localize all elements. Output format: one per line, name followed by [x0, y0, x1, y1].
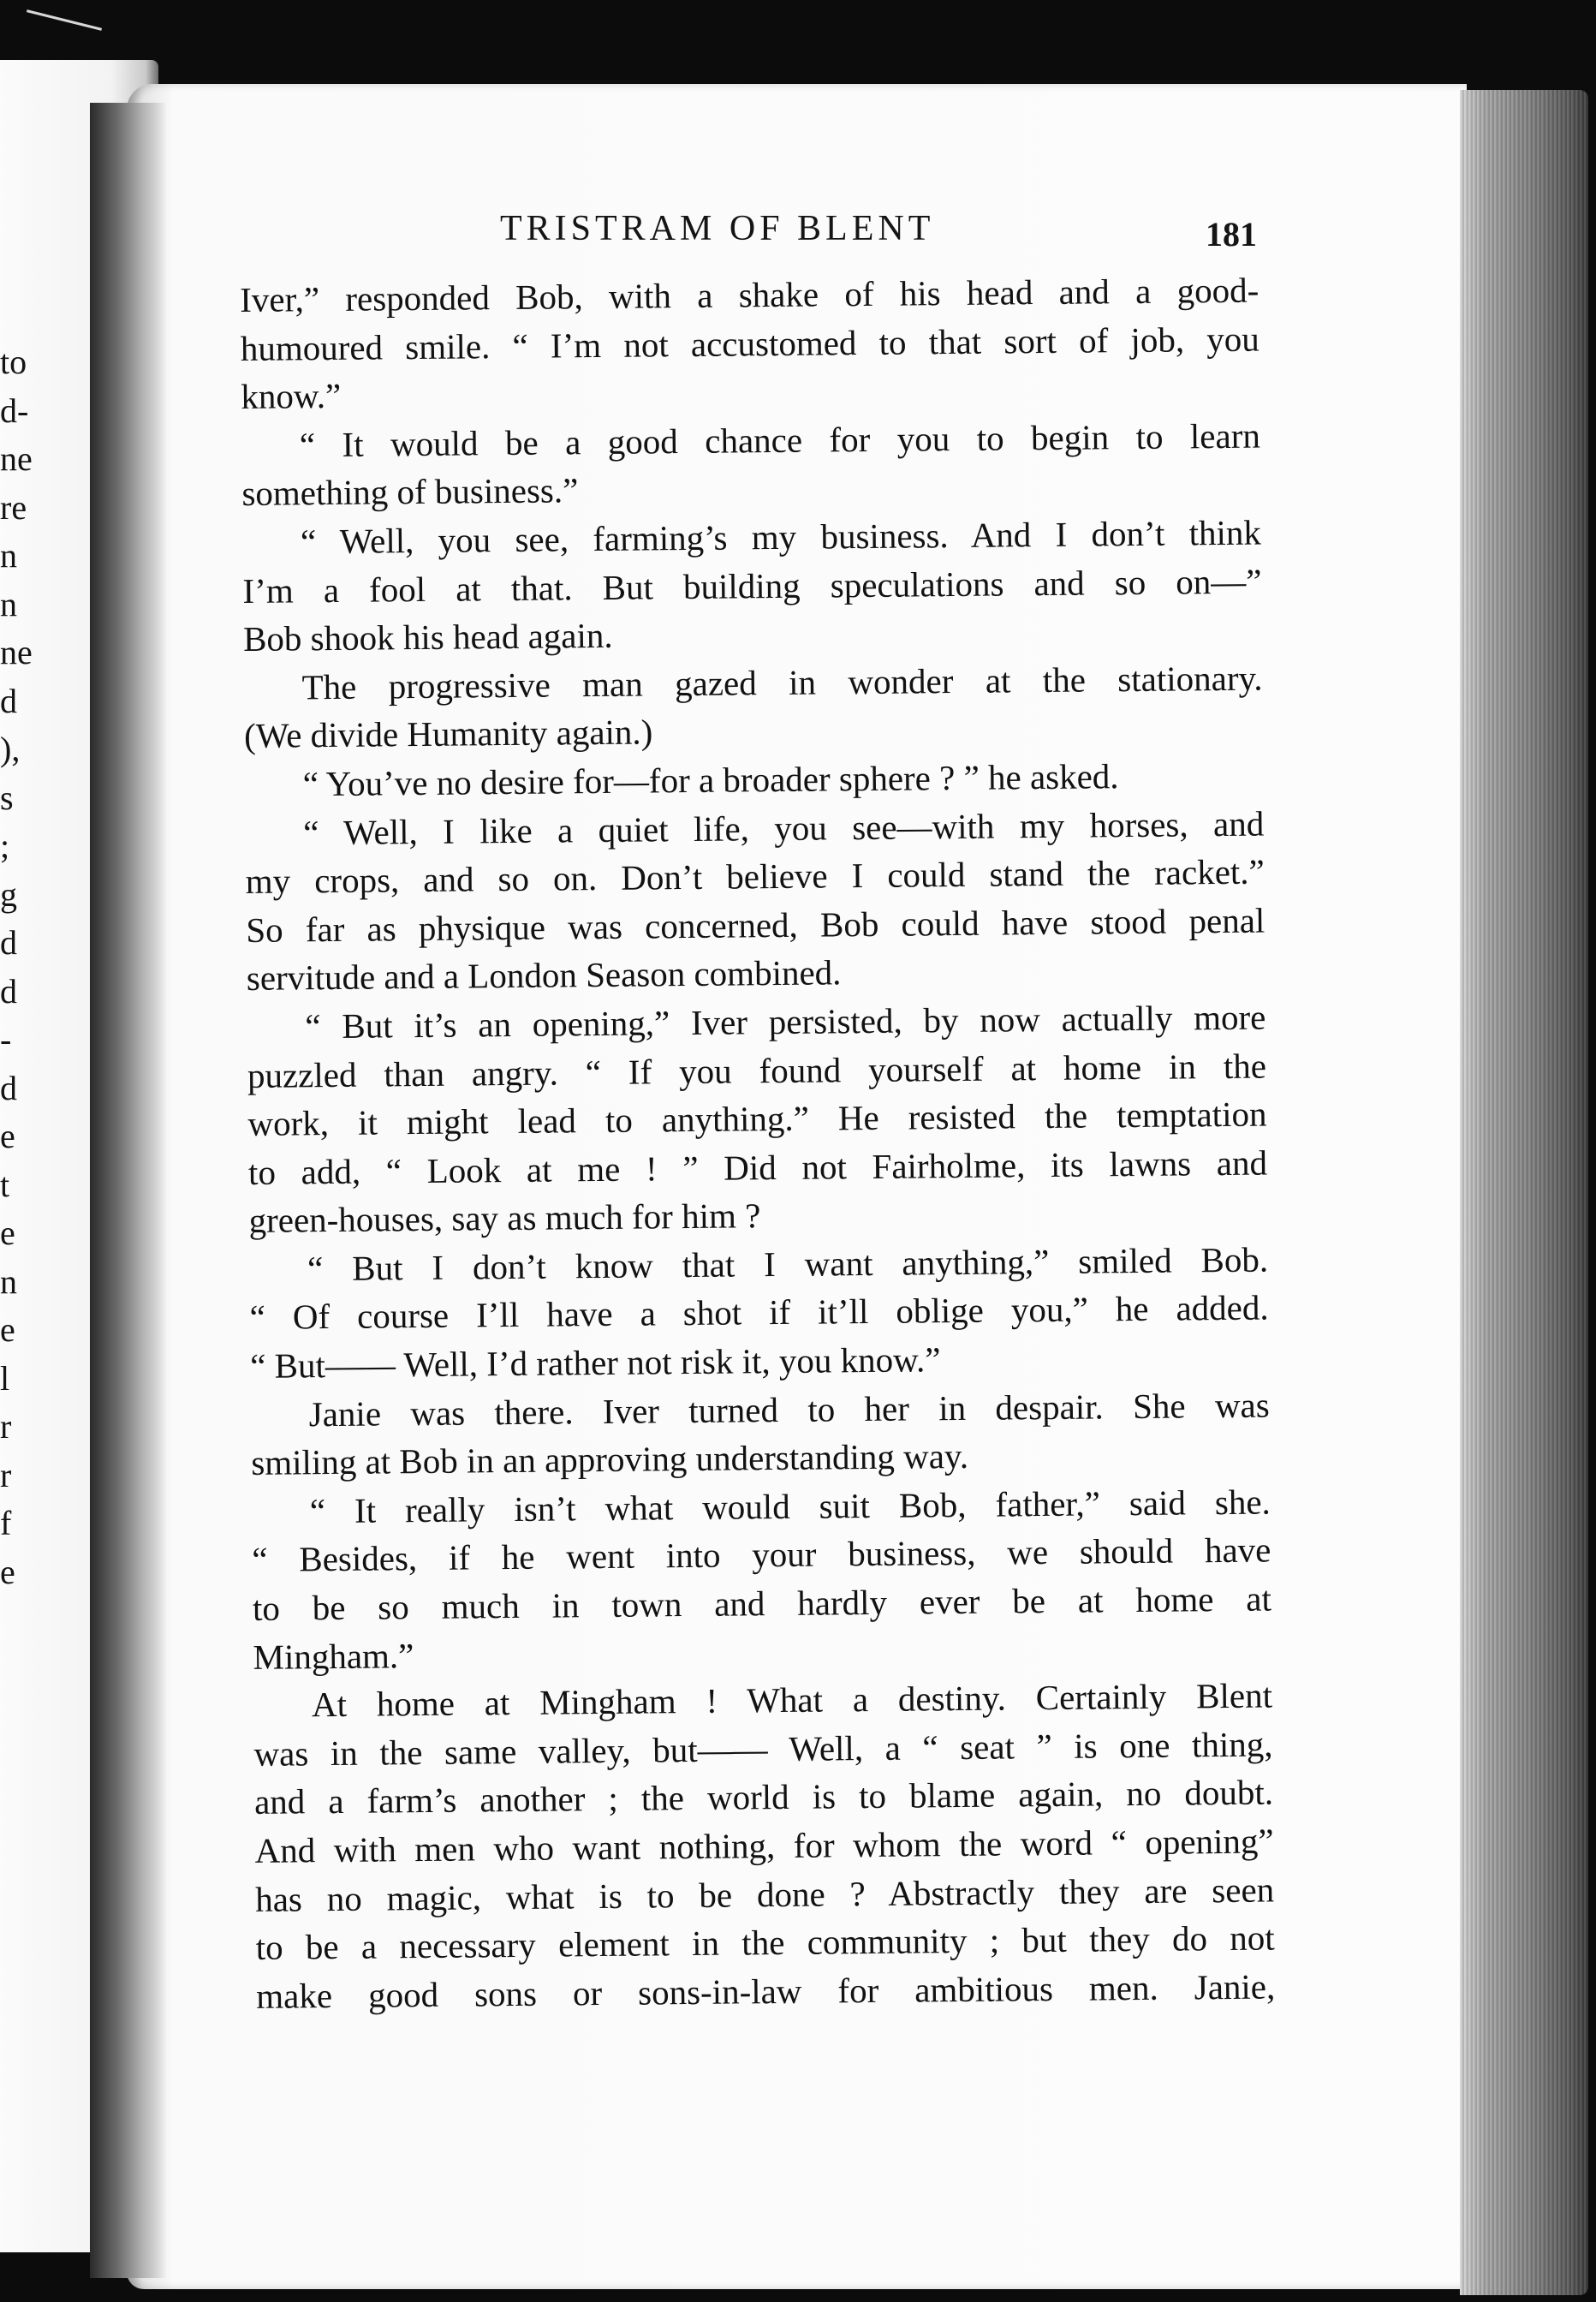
previous-page-line-fragment: d [0, 1068, 17, 1107]
text-line: “ It would be a good chance for you to begin to learn [299, 415, 1261, 465]
previous-page-line-fragment: ne [0, 633, 33, 671]
previous-page-line-fragment: - [0, 1020, 12, 1059]
text-line: know.” [241, 376, 342, 417]
text-line: “ Well, you see, farming’s my business. And I don’t think [300, 512, 1262, 562]
text-line: has no magic, what is to be done ? Abstractly they are seen [254, 1870, 1275, 1919]
text-line: “ But I don’t know that I want anything,” smiled Bob. [307, 1239, 1269, 1289]
previous-page-line-fragment: re [0, 487, 27, 527]
text-line: Janie was there. Iver turned to her in despair. She was [308, 1385, 1270, 1434]
previous-page-line-fragment: d [0, 923, 17, 962]
previous-page-line-fragment: d- [0, 391, 29, 430]
previous-page-line-fragment: t [0, 1165, 10, 1204]
text-line: And with men who want nothing, for whom the word “ opening” [254, 1821, 1274, 1870]
text-line: to be a necessary element in the community ; but they do not [255, 1917, 1275, 1968]
previous-page-line-fragment: g [0, 874, 17, 914]
text-line: smiling at Bob in an approving understanding way. [251, 1436, 969, 1483]
book-gutter [90, 103, 167, 2278]
text-line: (We divide Humanity again.) [243, 712, 653, 756]
previous-page-text-fragments [0, 338, 34, 1596]
previous-page-line-fragment: ne [0, 439, 33, 478]
page-stack-fore-edge [1460, 90, 1588, 2295]
previous-page-line-fragment: ), [0, 730, 21, 768]
text-line: “ You’ve no desire for—for a broader sphere ? ” he asked. [302, 756, 1119, 804]
previous-page-line-fragment: n [0, 536, 17, 575]
previous-page-line-fragment: to [0, 343, 27, 381]
text-line: The progressive man gazed in wonder at the stationary. [301, 658, 1263, 707]
text-line: “ Well, I like a quiet life, you see—with my horses, and [303, 803, 1265, 852]
text-line: “ Of course I’ll have a shot if it’ll oblige you,” he added. [249, 1287, 1269, 1338]
previous-page-line-fragment: r [0, 1455, 12, 1494]
text-line: “ It really isn’t what would suit Bob, father,” said she. [309, 1482, 1271, 1531]
previous-page-line-fragment: n [0, 1261, 17, 1301]
text-line: was in the same valley, but—— Well, a “ seat ” is one thing, [253, 1724, 1273, 1774]
text-line: make good sons or sons-in-law for ambitious men. Janie, [256, 1966, 1276, 2016]
text-line: servitude and a London Season combined. [246, 952, 842, 999]
previous-page-line-fragment: s [0, 778, 14, 817]
text-line: Mingham.” [253, 1635, 414, 1677]
text-line: I’m a fool at that. But building speculations and so on—” [242, 561, 1262, 611]
previous-page-line-fragment: e [0, 1117, 15, 1155]
text-line: So far as physique was concerned, Bob could have stood penal [246, 900, 1265, 950]
previous-page-line-fragment: e [0, 1552, 15, 1591]
text-line: “ But—— Well, I’d rather not risk it, you know.” [249, 1339, 941, 1387]
page-body-text [240, 266, 1276, 2021]
running-head: TRISTRAM OF BLENT [500, 209, 935, 248]
page-number: 181 [1206, 215, 1257, 253]
text-line: something of business.” [241, 470, 579, 514]
text-line: to be so much in town and hardly ever be at home at [252, 1578, 1272, 1628]
previous-page-line-fragment: n [0, 584, 17, 623]
text-line: Iver,” responded Bob, with a shake of his head and a good- [240, 270, 1260, 319]
text-line: green-houses, say as much for him ? [248, 1196, 761, 1241]
previous-page-line-fragment: e [0, 1310, 15, 1349]
text-line: work, it might lead to anything.” He resisted the temptation [247, 1094, 1267, 1144]
previous-page-line-fragment: f [0, 1504, 12, 1542]
previous-page-line-fragment: r [0, 1407, 12, 1446]
text-line: puzzled than angry. “ If you found yourself at home in the [247, 1046, 1267, 1095]
text-line: humoured smile. “ I’m not accustomed to that sort of job, you [240, 319, 1260, 368]
text-line: my crops, and so on. Don’t believe I could stand the racket.” [245, 851, 1265, 902]
previous-page-line-fragment: e [0, 1214, 15, 1252]
text-line: Bob shook his head again. [242, 615, 613, 659]
text-line: “ Besides, if he went into your business, we should have [252, 1530, 1271, 1580]
previous-page-line-fragment: d [0, 681, 17, 720]
text-line: and a farm’s another ; the world is to blame again, no doubt. [253, 1772, 1274, 1822]
text-line: “ But it’s an opening,” Iver persisted, by now actually more [305, 997, 1266, 1047]
previous-page-line-fragment: ; [0, 826, 10, 865]
text-line: to add, “ Look at me ! ” Did not Fairholme, its lawns and [247, 1142, 1268, 1192]
previous-page-line-fragment: l [0, 1358, 10, 1398]
film-scratch [27, 9, 102, 31]
text-line: At home at Mingham ! What a destiny. Certainly Blent [311, 1675, 1273, 1725]
previous-page-line-fragment: d [0, 971, 17, 1011]
